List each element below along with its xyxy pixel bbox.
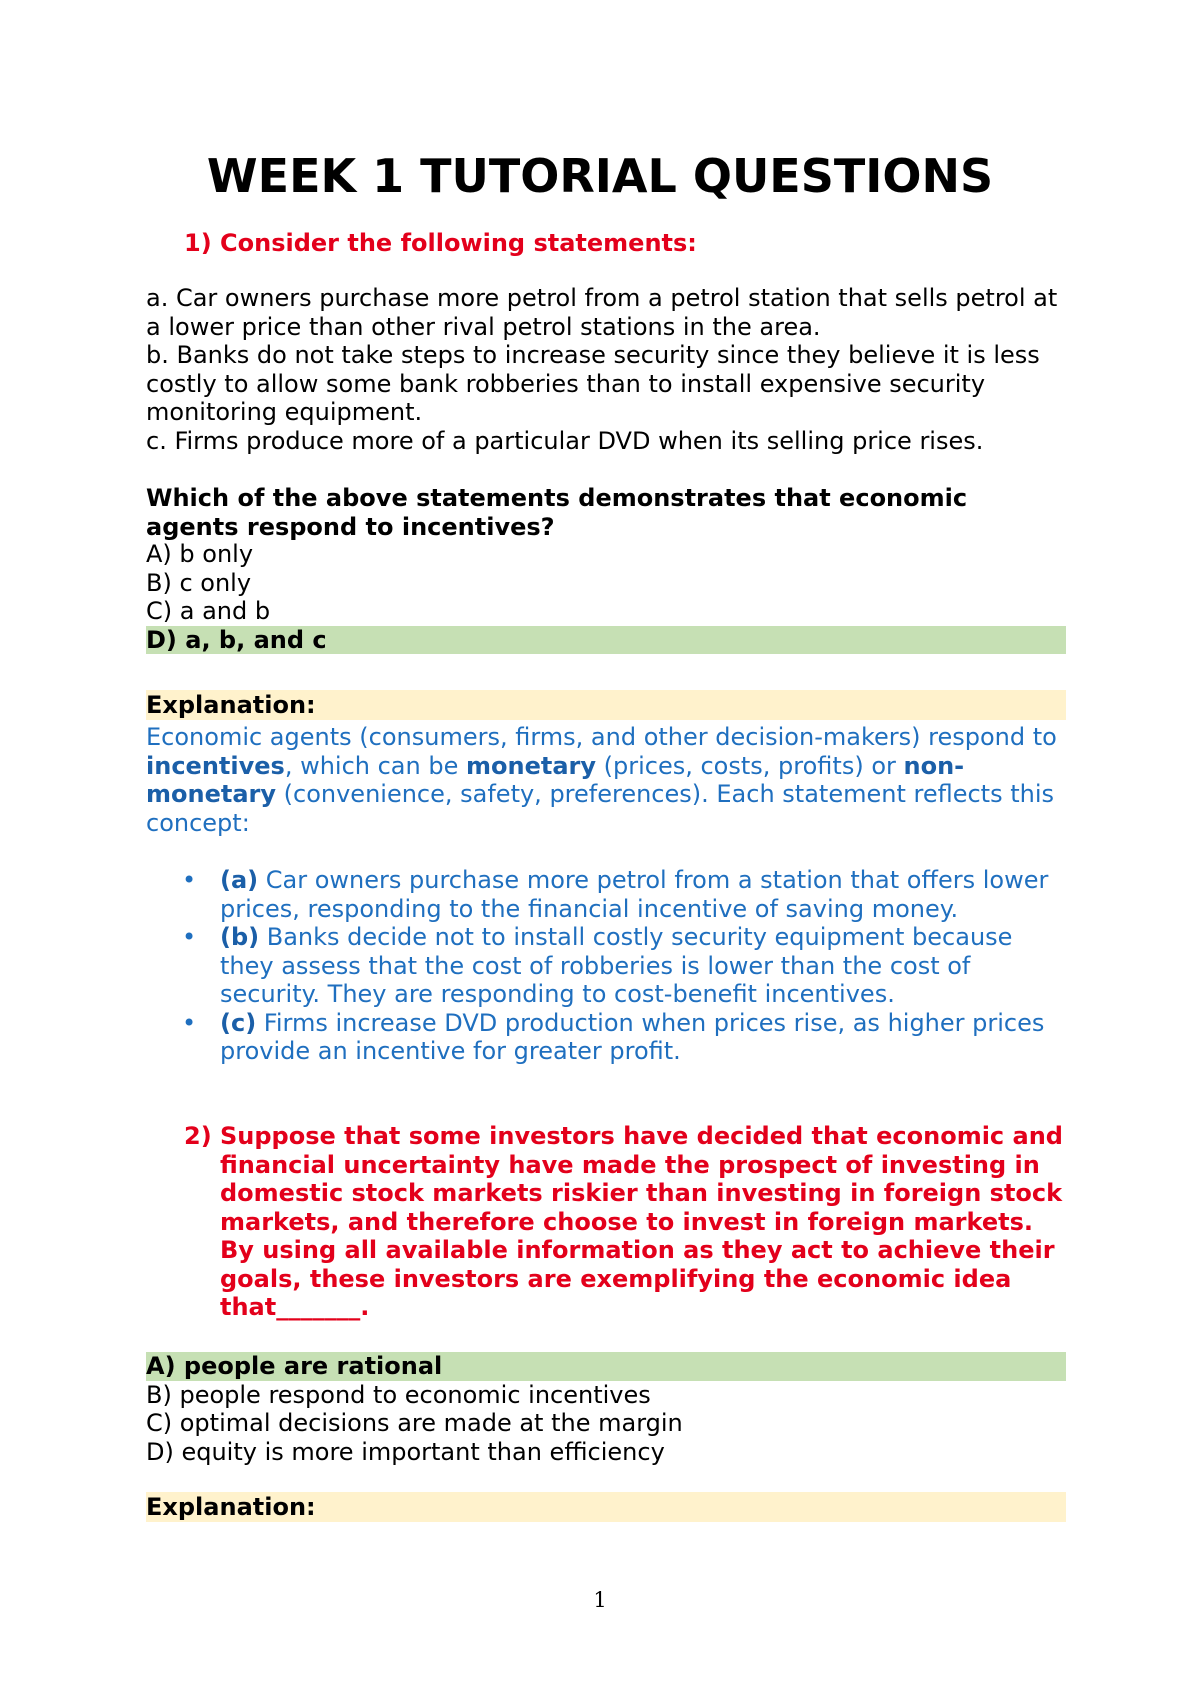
explanation-text: , which can be (284, 751, 466, 780)
page-title: WEEK 1 TUTORIAL QUESTIONS (206, 149, 994, 203)
question-1-heading: 1) Consider the following statements: (184, 229, 697, 257)
question-1-text: Which of the above statements demonstrates that economic agents respond to incentives? (146, 484, 968, 541)
statement-a: a. Car owners purchase more petrol from a petrol station that sells petrol at a lower price than other rival petrol stations in the area. (146, 284, 1058, 341)
question-2 (184, 1122, 1066, 1322)
correct-option-a: A) people are rational (146, 1352, 1066, 1381)
bullet-item-a (182, 866, 1066, 923)
option-a: A) b only (146, 540, 254, 568)
bullet-icon: • (182, 923, 197, 951)
explanation-text: (prices, costs, profits) or (596, 751, 904, 780)
option-c: C) a and b (146, 597, 271, 625)
statement-b: b. Banks do not take steps to increase security since they believe it is less costly to allow some bank robberies than to install expensive security monitoring equipment. (146, 341, 1040, 426)
keyword-non-monetary: non-monetary (146, 751, 965, 808)
bullet-text: Car owners purchase more petrol from a station that offers lower prices, responding to the financial incentive of saving money. (220, 866, 1049, 923)
bullet-label: (a) (220, 866, 259, 894)
explanation-bullets (182, 866, 1066, 1066)
question-1-options (146, 540, 1066, 654)
question-2-text: Suppose that some investors have decided that economic and financial uncertainty have made the prospect of investing in domestic stock markets riskier than investing in foreign stock markets, and therefore choose to invest in foreign markets. By using all available information as they act to achieve their goals, these investors are exemplifying the economic idea that_______. (220, 1122, 1063, 1321)
option-b: B) c only (146, 568, 252, 597)
bullet-text: Banks decide not to install costly security equipment because they assess that the cost of robberies is lower than the cost of security. They are responding to cost-benefit incentives. (220, 923, 1013, 1008)
option-c: C) optimal decisions are made at the margin (146, 1409, 683, 1437)
page-number: 1 (593, 1588, 607, 1612)
question-2-options (146, 1352, 1066, 1466)
explanation-label-2: Explanation: (146, 1492, 1066, 1522)
option-b: B) people respond to economic incentives (146, 1380, 651, 1409)
bullet-item-b (182, 923, 1066, 1009)
statements-list (146, 284, 1066, 455)
bullet-label: (b) (220, 923, 260, 951)
explanation-label-1: Explanation: (146, 690, 1066, 720)
statement-c: c. Firms produce more of a particular DVD when its selling price rises. (146, 426, 984, 455)
keyword-monetary: monetary (465, 751, 596, 780)
bullet-icon: • (182, 1008, 197, 1037)
bullet-text: Firms increase DVD production when prices rise, as higher prices provide an incentive for greater profit. (220, 1008, 1045, 1065)
bullet-icon: • (182, 866, 197, 894)
explanation-paragraph (146, 723, 1066, 837)
question-1-prompt (146, 484, 1066, 541)
explanation-text: (convenience, safety, preferences). Each statement reflects this concept: (146, 780, 1055, 837)
correct-option-d: D) a, b, and c (146, 626, 1066, 655)
question-2-number: 2) (184, 1122, 212, 1150)
keyword-incentives: incentives (146, 751, 285, 780)
bullet-label: (c) (220, 1008, 257, 1037)
option-d: D) equity is more important than efficiency (146, 1437, 665, 1466)
explanation-text: Economic agents (consumers, firms, and other decision-makers) respond to (146, 723, 1057, 751)
bullet-item-c (182, 1009, 1066, 1066)
